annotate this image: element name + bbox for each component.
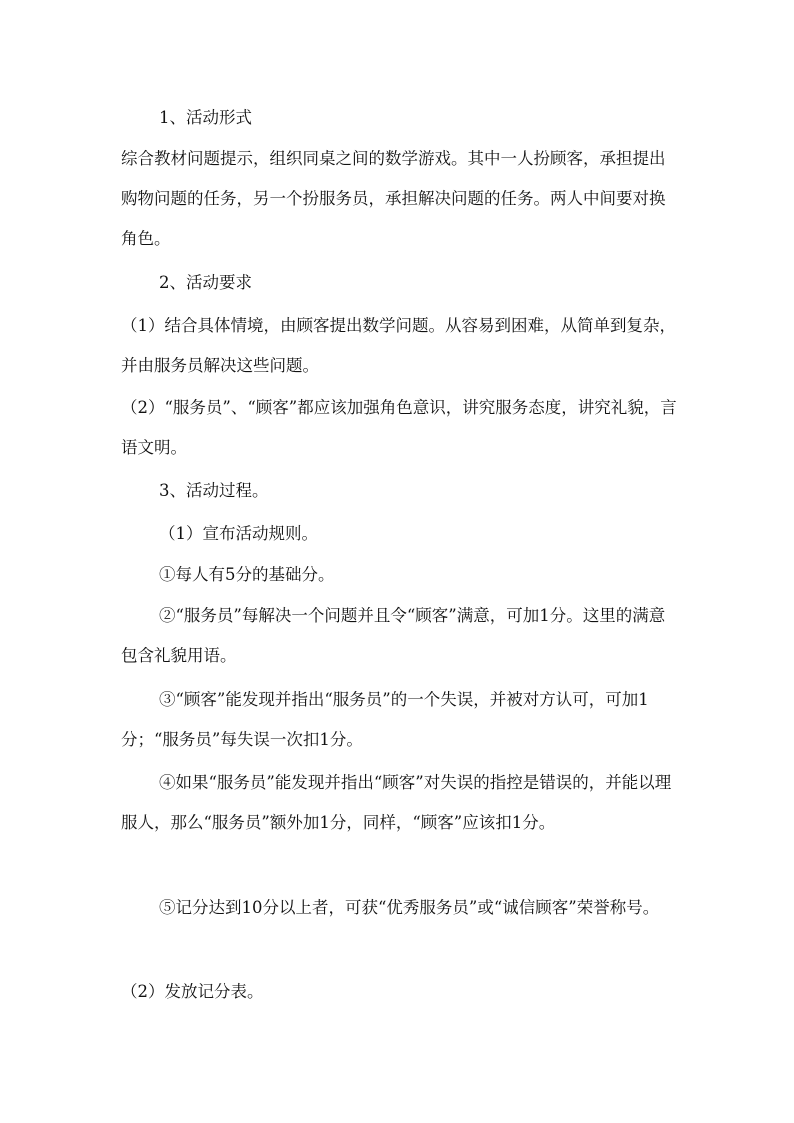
rule-item-3: ③“顾客”能发现并指出“服务员”的一个失误，并被对方认可，可加1分；“服务员”每失误一次扣1分。 bbox=[121, 690, 649, 749]
paragraph-requirement-2: （2）“服务员”、“顾客”都应该加强角色意识，讲究服务态度，讲究礼貌，言语文明。 bbox=[121, 398, 677, 457]
section-heading-activity-form: 1、活动形式 bbox=[159, 108, 252, 127]
paragraph-score-sheet: （2）发放记分表。 bbox=[121, 982, 264, 1001]
section-heading-activity-process: 3、活动过程。 bbox=[159, 481, 269, 500]
rule-item-5: ⑤记分达到10分以上者，可获“优秀服务员”或“诚信顾客”荣誉称号。 bbox=[159, 898, 660, 917]
rule-item-2: ②“服务员”每解决一个问题并且令“顾客”满意，可加1分。这里的满意包含礼貌用语。 bbox=[121, 606, 666, 665]
rule-item-4: ④如果“服务员”能发现并指出“顾客”对失误的指控是错误的，并能以理服人，那么“服务员”额外加1分，同样，“顾客”应该扣1分。 bbox=[121, 773, 672, 832]
section-heading-activity-requirements: 2、活动要求 bbox=[159, 273, 252, 292]
paragraph-announce-rules: （1）宣布活动规则。 bbox=[159, 524, 318, 543]
rule-item-1: ①每人有5分的基础分。 bbox=[159, 565, 335, 584]
paragraph-requirement-1: （1）结合具体情境，由顾客提出数学问题。从容易到困难，从简单到复杂，并由服务员解决这些问题。 bbox=[121, 316, 676, 375]
paragraph-activity-form: 综合教材问题提示，组织同桌之间的数学游戏。其中一人扮顾客，承担提出购物问题的任务，另一个扮服务员，承担解决问题的任务。两人中间要对换角色。 bbox=[121, 149, 666, 248]
